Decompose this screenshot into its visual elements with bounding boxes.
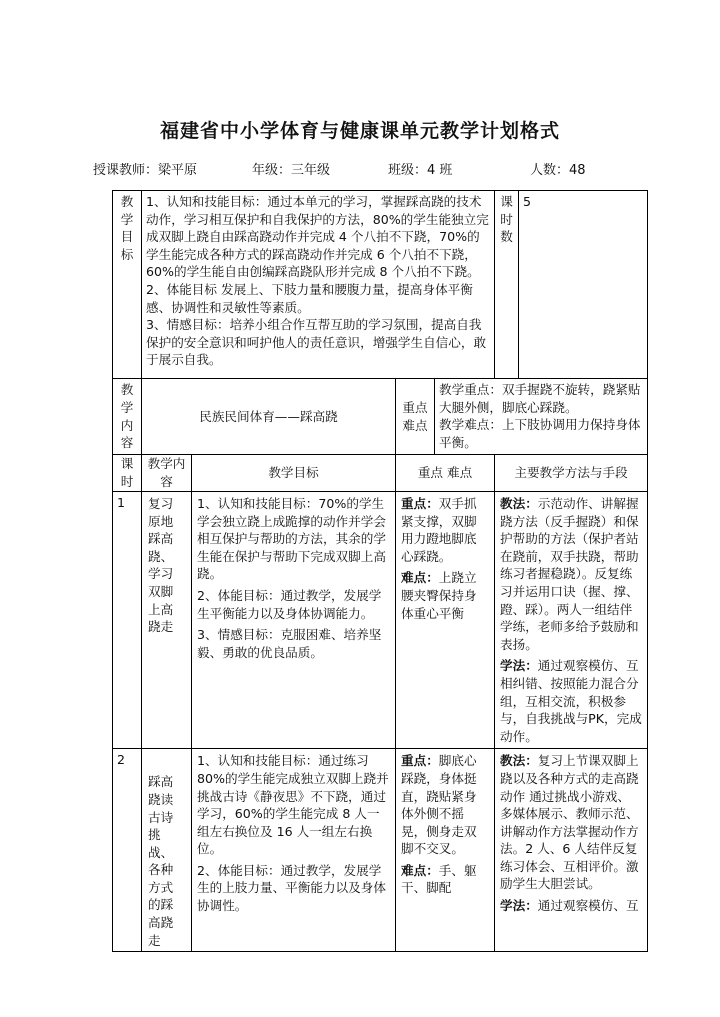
unit-plan-table bbox=[112, 190, 648, 952]
count-label: 人数：48 bbox=[530, 163, 586, 178]
header-lesson: 课 时 bbox=[113, 455, 142, 492]
lesson-key-points: 重点：双手抓紧支撑，双脚用力蹬地脚底心踩跷。 难点：上跷立腰夹臀保持身体重心平衡 bbox=[396, 492, 495, 749]
goal-fitness: 2、体能目标 发展上、下肢力量和腰腹力量，提高身体平衡感、协调性和灵敏性等素质。 bbox=[146, 281, 473, 315]
lesson-goals: 1、认知和技能目标：通过练习80%的学生能完成独立双脚上跷并挑战古诗《静夜思》不下跷，通过学习，60%的学生能完成 8 人一组左右换位及 16 人一组左右换位。 2、体能目标：通过教学，发展学生的上肢力量、平衡能力以及身体协调性。 bbox=[192, 749, 396, 952]
key-label-cell: 重点 难点 bbox=[396, 379, 435, 455]
lesson-number: 1 bbox=[113, 492, 142, 749]
lesson-content: 复习原地踩高跷、学习双脚上高跷走 bbox=[142, 492, 192, 749]
teacher-label: 授课教师：梁平原 bbox=[93, 163, 198, 178]
goal-cognitive: 1、认知和技能目标：通过本单元的学习，掌握踩高跷的技术动作，学习相互保护和自我保护的方法，80%的学生能独立完成双脚上跷自由踩高跷动作并完成 4 个八拍不下跷，70%的学生能完成各种方式的踩高跷动作并完成 6 个八拍不下跷，60%的学生能自由创编踩高跷队形并完成 8 个八拍不下跷。 bbox=[146, 194, 489, 280]
content-row bbox=[113, 379, 648, 455]
goal-emotion: 3、情感目标：培养小组合作互帮互助的学习氛围，提高自我保护的安全意识和呵护他人的责任意识，增强学生自信心，敢于展示自我。 bbox=[146, 317, 487, 368]
hours-label-cell: 课 时 数 bbox=[495, 191, 519, 379]
key-points-cell bbox=[435, 379, 648, 455]
lesson-key-points: 重点：脚底心踩跷，身体挺直，跷贴紧身体外侧不摇晃，侧身走双脚不交叉。 难点：手、躯干、脚配 bbox=[396, 749, 495, 952]
content-label-cell: 教 学 内 容 bbox=[113, 379, 142, 455]
class-label: 班级：4 班 bbox=[388, 163, 453, 178]
lesson-goals: 1、认知和技能目标：70%的学生学会独立跷上成跪撑的动作并学会相互保护与帮助的方法，其余的学生能在保护与帮助下完成双脚上高跷。 2、体能目标：通过教学，发展学生平衡能力以及身体协调能力。 3、情感目标：克服困难、培养坚毅、勇敢的优良品质。 bbox=[192, 492, 396, 749]
lesson-methods: 教法：示范动作、讲解握跷方法（反手握跷）和保护帮助的方法（保护者站在跷前，双手扶跷，帮助练习者握稳跷）。反复练习并运用口诀（握、撑、蹬、踩）。两人一组结伴学练，老师多给予鼓励和表扬。 学法：通过观察模仿、互相纠错、按照能力混合分组，互相交流，积极参与，自我挑战与PK，完成动作。 bbox=[495, 492, 648, 749]
header-row bbox=[113, 455, 648, 492]
page-title: 福建省中小学体育与健康课单元教学计划格式 bbox=[159, 120, 560, 142]
goals-row bbox=[113, 191, 648, 379]
lesson-row bbox=[113, 749, 648, 952]
lesson-row bbox=[113, 492, 648, 749]
lesson-methods: 教法：复习上节课双脚上跷以及各种方式的走高跷动作 通过挑战小游戏、多媒体展示、教师示范、讲解动作方法掌握动作方法。2 人、6 人结伴反复练习体会、互相评价。激励学生大胆尝试。 学法：通过观察模仿、互 bbox=[495, 749, 648, 952]
key-point: 教学重点：双手握跷不旋转，跷紧贴大腿外侧，脚底心踩跷。 bbox=[439, 382, 641, 415]
header-key: 重点 难点 bbox=[396, 455, 495, 492]
grade-label: 年级：三年级 bbox=[252, 163, 331, 178]
content-value-cell: 民族民间体育——踩高跷 bbox=[142, 379, 396, 455]
header-goals: 教学目标 bbox=[192, 455, 396, 492]
header-content: 教学内 容 bbox=[142, 455, 192, 492]
lesson-content: 踩高跷读古诗挑战、各种方式的踩高跷走 bbox=[142, 749, 192, 952]
goals-label-cell: 教 学 目 标 bbox=[113, 191, 142, 379]
hours-value-cell: 5 bbox=[519, 191, 648, 379]
goals-text-cell bbox=[142, 191, 495, 379]
header-method: 主要教学方法与手段 bbox=[495, 455, 648, 492]
lesson-number: 2 bbox=[113, 749, 142, 952]
difficulty-point: 教学难点：上下肢协调用力保持身体平衡。 bbox=[439, 417, 641, 450]
